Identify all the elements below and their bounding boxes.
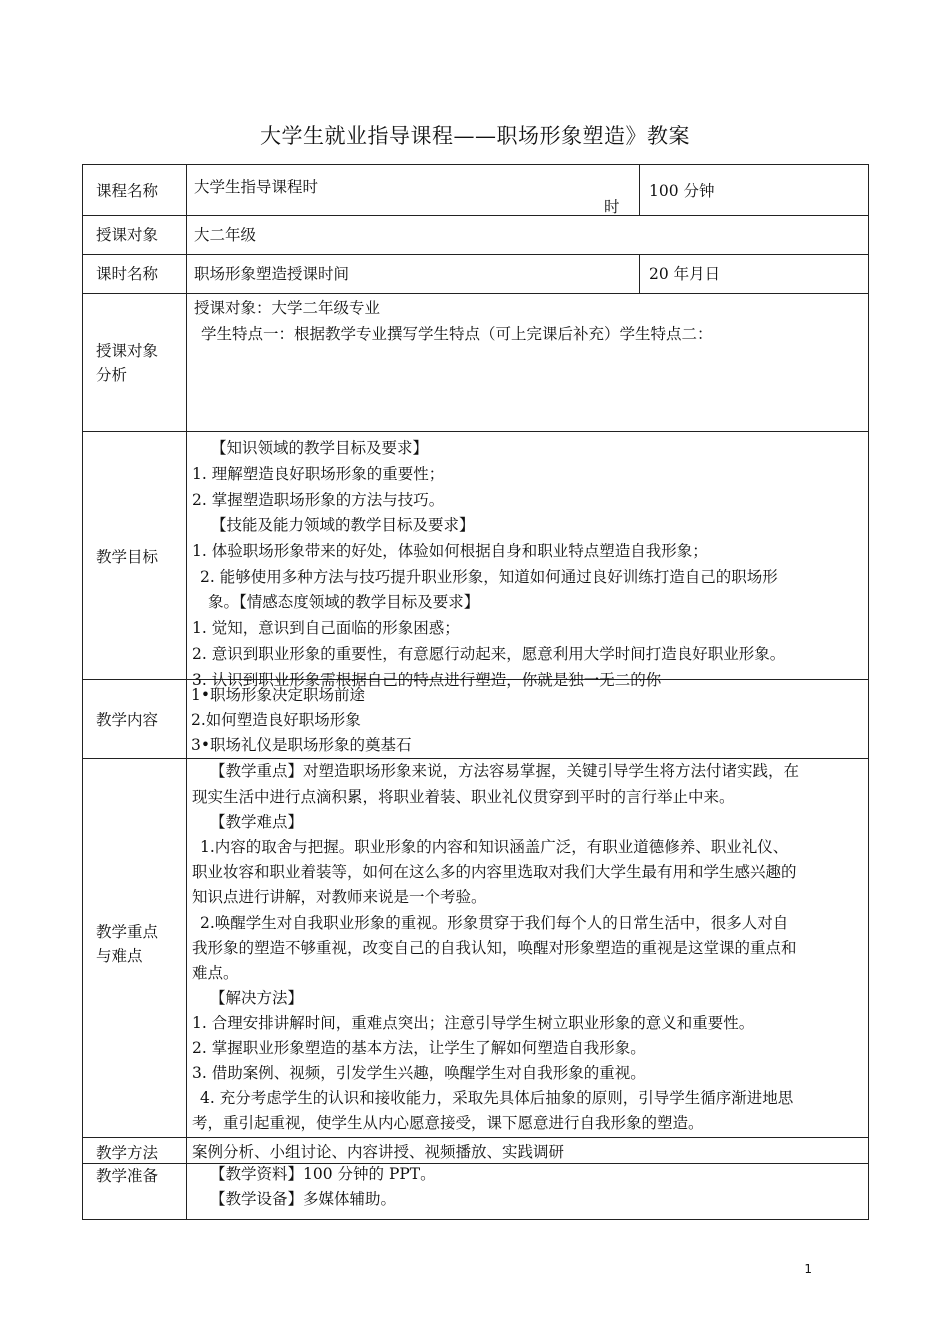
key-point-line: 我形象的塑造不够重视，改变自己的自我认知，唤醒对形象塑造的重视是这堂课的重点和 <box>192 939 797 957</box>
goal-line: 2. 能够使用多种方法与技巧提升职业形象，知道如何通过良好训练打造自己的职场形 <box>200 568 778 586</box>
key-point-line: 1. 合理安排讲解时间，重难点突出；注意引导学生树立职业形象的意义和重要性。 <box>192 1014 755 1032</box>
row-divider <box>82 215 869 216</box>
key-point-line: 现实生活中进行点滴积累，将职业着装、职业礼仪贯穿到平时的言行举止中来。 <box>192 788 735 806</box>
label-column-divider <box>186 164 187 1220</box>
table-border-top <box>82 164 869 165</box>
row-divider <box>82 293 869 294</box>
label-teaching-prep: 教学准备 <box>96 1167 159 1185</box>
key-point-line: 1.内容的取舍与把握。职业形象的内容和知识涵盖广泛，有职业道德修养、职业礼仪、 <box>200 838 789 856</box>
key-point-line: 考，重引起重视，使学生从内心愿意接受，课下愿意进行自我形象的塑造。 <box>192 1114 704 1132</box>
content-line: 2.如何塑造良好职场形象 <box>191 711 361 729</box>
prep-line: 【教学设备】多媒体辅助。 <box>210 1190 397 1208</box>
page-number: 1 <box>804 1262 812 1276</box>
stray-character: 时 <box>604 198 620 216</box>
label-audience: 授课对象 <box>96 226 159 244</box>
document-title: 大学生就业指导课程——职场形象塑造》教案 <box>260 124 690 148</box>
course-name-value: 大学生指导课程时 <box>194 178 319 196</box>
prep-line: 【教学资料】100 分钟的 PPT。 <box>210 1165 436 1183</box>
key-point-line: 职业妆容和职业着装等，如何在这么多的内容里选取对我们大学生最有用和学生感兴趣的 <box>192 863 797 881</box>
session-name-value: 职场形象塑造授课时间 <box>194 265 350 283</box>
key-point-line: 4. 充分考虑学生的认识和接收能力，采取先具体后抽象的原则，引导学生循序渐进地思 <box>200 1089 794 1107</box>
session-date-value: 20 年月日 <box>649 265 721 283</box>
audience-value: 大二年级 <box>194 226 257 244</box>
key-point-line: 2.唤醒学生对自我职业形象的重视。形象贯穿于我们每个人的日常生活中，很多人对自 <box>200 914 789 932</box>
time-column-divider <box>639 254 640 293</box>
row-divider <box>82 254 869 255</box>
analysis-line: 学生特点一：根据教学专业撰写学生特点（可上完课后补充）学生特点二： <box>201 325 713 343</box>
course-hours-value: 100 分钟 <box>649 182 715 200</box>
label-teaching-method: 教学方法 <box>96 1144 159 1162</box>
lesson-plan-table <box>82 164 869 1220</box>
label-audience-analysis <box>96 339 158 387</box>
key-point-line: 知识点进行讲解，对教师来说是一个考验。 <box>192 888 487 906</box>
analysis-line: 授课对象：大学二年级专业 <box>194 299 381 317</box>
table-border-left <box>82 164 83 1220</box>
key-point-line: 难点。 <box>192 964 239 982</box>
hours-column-divider <box>639 164 640 215</box>
key-point-line: 【教学难点】 <box>210 813 304 831</box>
goal-line: 2. 意识到职业形象的重要性，有意愿行动起来，愿意利用大学时间打造良好职业形象。 <box>192 645 786 663</box>
goal-line: 象。【情感态度领域的教学目标及要求】 <box>208 593 480 611</box>
label-teaching-goals: 教学目标 <box>96 548 159 566</box>
label-line: 分析 <box>96 366 128 384</box>
goal-line: 1. 觉知，意识到自己面临的形象困惑； <box>192 619 460 637</box>
row-divider <box>82 1137 869 1138</box>
content-line: 1•职场形象决定职场前途 <box>191 686 366 704</box>
teaching-method-value: 案例分析、小组讨论、内容讲授、视频播放、实践调研 <box>192 1143 565 1161</box>
label-teaching-content: 教学内容 <box>96 711 159 729</box>
key-point-line: 【解决方法】 <box>210 989 304 1007</box>
goal-line: 【知识领域的教学目标及要求】 <box>211 439 429 457</box>
label-line: 授课对象 <box>96 342 159 360</box>
teaching-goals-content <box>187 432 867 689</box>
label-key-points <box>96 920 158 968</box>
goal-line: 3. 认识到职业形象需根据自己的特点进行塑造，你就是独一无二的你 <box>192 671 662 689</box>
label-line: 与难点 <box>96 947 143 965</box>
goal-line: 1. 体验职场形象带来的好处，体验如何根据自身和职业特点塑造自我形象； <box>192 542 708 560</box>
label-line: 教学重点 <box>96 923 159 941</box>
goal-line: 1. 理解塑造良好职场形象的重要性； <box>192 465 445 483</box>
table-border-bottom <box>82 1219 869 1220</box>
key-point-line: 2. 掌握职业形象塑造的基本方法，让学生了解如何塑造自我形象。 <box>192 1039 646 1057</box>
goal-line: 【技能及能力领域的教学目标及要求】 <box>211 516 475 534</box>
label-course-name: 课程名称 <box>96 182 159 200</box>
key-point-line: 【教学重点】对塑造职场形象来说，方法容易掌握，关键引导学生将方法付诸实践，在 <box>210 762 800 780</box>
goal-line: 2. 掌握塑造职场形象的方法与技巧。 <box>192 491 445 509</box>
table-border-right <box>868 164 869 1220</box>
label-session-name: 课时名称 <box>96 265 159 283</box>
content-line: 3•职场礼仪是职场形象的奠基石 <box>191 736 412 754</box>
key-point-line: 3. 借助案例、视频，引发学生兴趣，唤醒学生对自我形象的重视。 <box>192 1064 646 1082</box>
